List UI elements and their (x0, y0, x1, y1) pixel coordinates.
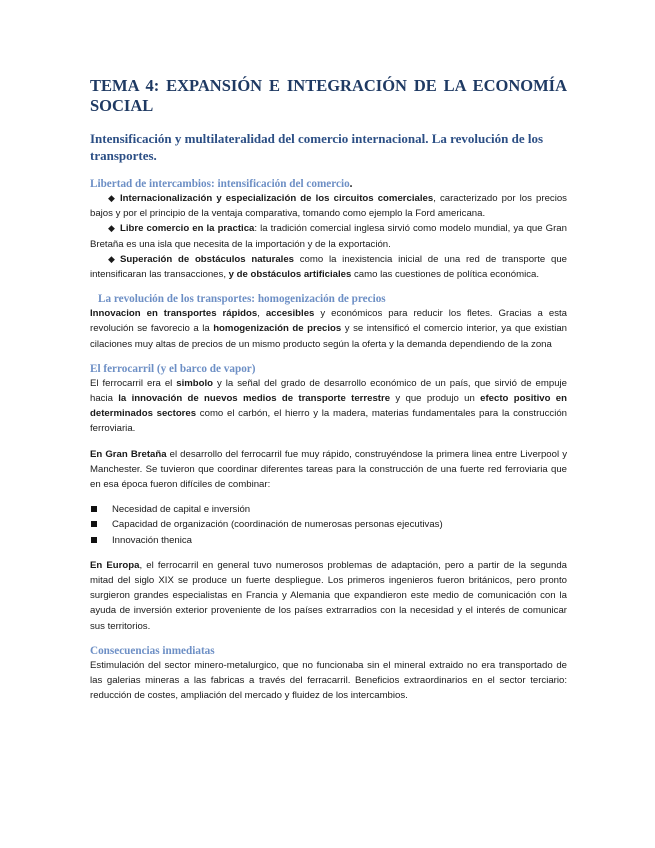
list-item: Necesidad de capital e inversión (90, 502, 567, 517)
section-heading: Consecuencias inmediatas (90, 644, 215, 657)
section-revolucion-transportes (90, 292, 567, 352)
diamond-bullet-icon: ◆ (108, 253, 115, 264)
list-item: ◆ Internacionalización y especialización de los circuitos comerciales, caracterizado por los precios bajos y por el principio de la ventaja comparativa, tomando como ejemplo la Ford americana. (90, 193, 567, 220)
diamond-bullet-icon: ◆ (108, 193, 115, 203)
square-bullet-icon (91, 521, 97, 527)
page-title-line2: SOCIAL (90, 96, 154, 115)
paragraph: En Gran Bretaña el desarrollo del ferrocarril fue muy rápido, construyéndose la primera linea entre Liverpool y Manchester. Se tuvieron que coordinar diferentes tareas para la construcción de una fuerte red ferroviaria que en esa época fueron difíciles de combinar: (90, 448, 567, 491)
section-heading: El ferrocarril (y el barco de vapor) (90, 362, 256, 375)
list-item: Capacidad de organización (coordinación de numerosas personas ejecutivas) (90, 517, 567, 532)
section-heading: La revolución de los transportes: homogenización de precios (98, 293, 386, 306)
paragraph: El ferrocarril era el simbolo y la señal del grado de desarrollo económico de un país, que sirvió de empuje hacia la innovación de nuevos medios de transporte terrestre y que produjo un efecto positivo en determinados sectores como el carbón, el hierro y la madera, materias fundamentales para la construcción ferroviaria. (90, 377, 568, 435)
list-item: ◆ Superación de obstáculos naturales como la inexistencia inicial de una red de transporte que intensificaran las transacciones, y de obstáculos artificiales camo las cuestiones de política económica. (90, 253, 567, 281)
square-bullet-icon (91, 506, 97, 512)
bullet-list (90, 502, 567, 548)
section-consecuencias (90, 644, 567, 704)
square-bullet-icon (91, 537, 97, 543)
section-libertad-intercambios (90, 177, 567, 282)
diamond-bullet-icon: ◆ (108, 223, 115, 234)
paragraph: En Europa, el ferrocarril en general tuvo numerosos problemas de adaptación, pero a partir de la segunda mitad del siglo XIX se produce un fuerte despliegue. Los primeros ingenieros fueron británicos, pero pronto surgieron grandes especialistas en Francia y Alemania que expandieron este medio de comunicación con la ayuda de inversión exterior proveniente de los países extrarradios con la necesidad y el interés de comunicar sus territorios. (90, 559, 567, 632)
section-ferrocarril (90, 362, 567, 634)
document-page (90, 76, 567, 703)
page-title-line1: TEMA 4: EXPANSIÓN E INTEGRACIÓN DE LA ECONOMÍA (90, 76, 567, 95)
list-item: ◆ Libre comercio en la practica: la tradición comercial inglesa sirvió como modelo mundial, ya que Gran Bretaña es una isla que necesita de la importación y de la exportación. (90, 223, 567, 250)
list-item: Innovación thenica (90, 533, 567, 548)
paragraph: Innovacion en transportes rápidos, accesibles y económicos para reducir los fletes. Gracias a esta revolución se favorecio a la homogenización de precios y se intensificó el comercio interior, ya que existian cilaciones muy altas de precios de un mismo producto según la oferta y la demanda dependiendo de la zona (90, 308, 568, 350)
section-subtitle: Intensificación y multilateralidad del comercio internacional. La revolución de los transportes. (90, 131, 544, 163)
section-heading: Libertad de intercambios: intensificación del comercio. (90, 178, 353, 190)
paragraph: Estimulación del sector minero-metalurgico, que no funcionaba sin el mineral extraido no era transportado de las galerias mineras a las fabricas a través del ferracarril. Beneficios extraordinarios en el sector terciario: reducción de costes, ampliación del mercado y fluidez de los intercambios. (90, 659, 567, 702)
